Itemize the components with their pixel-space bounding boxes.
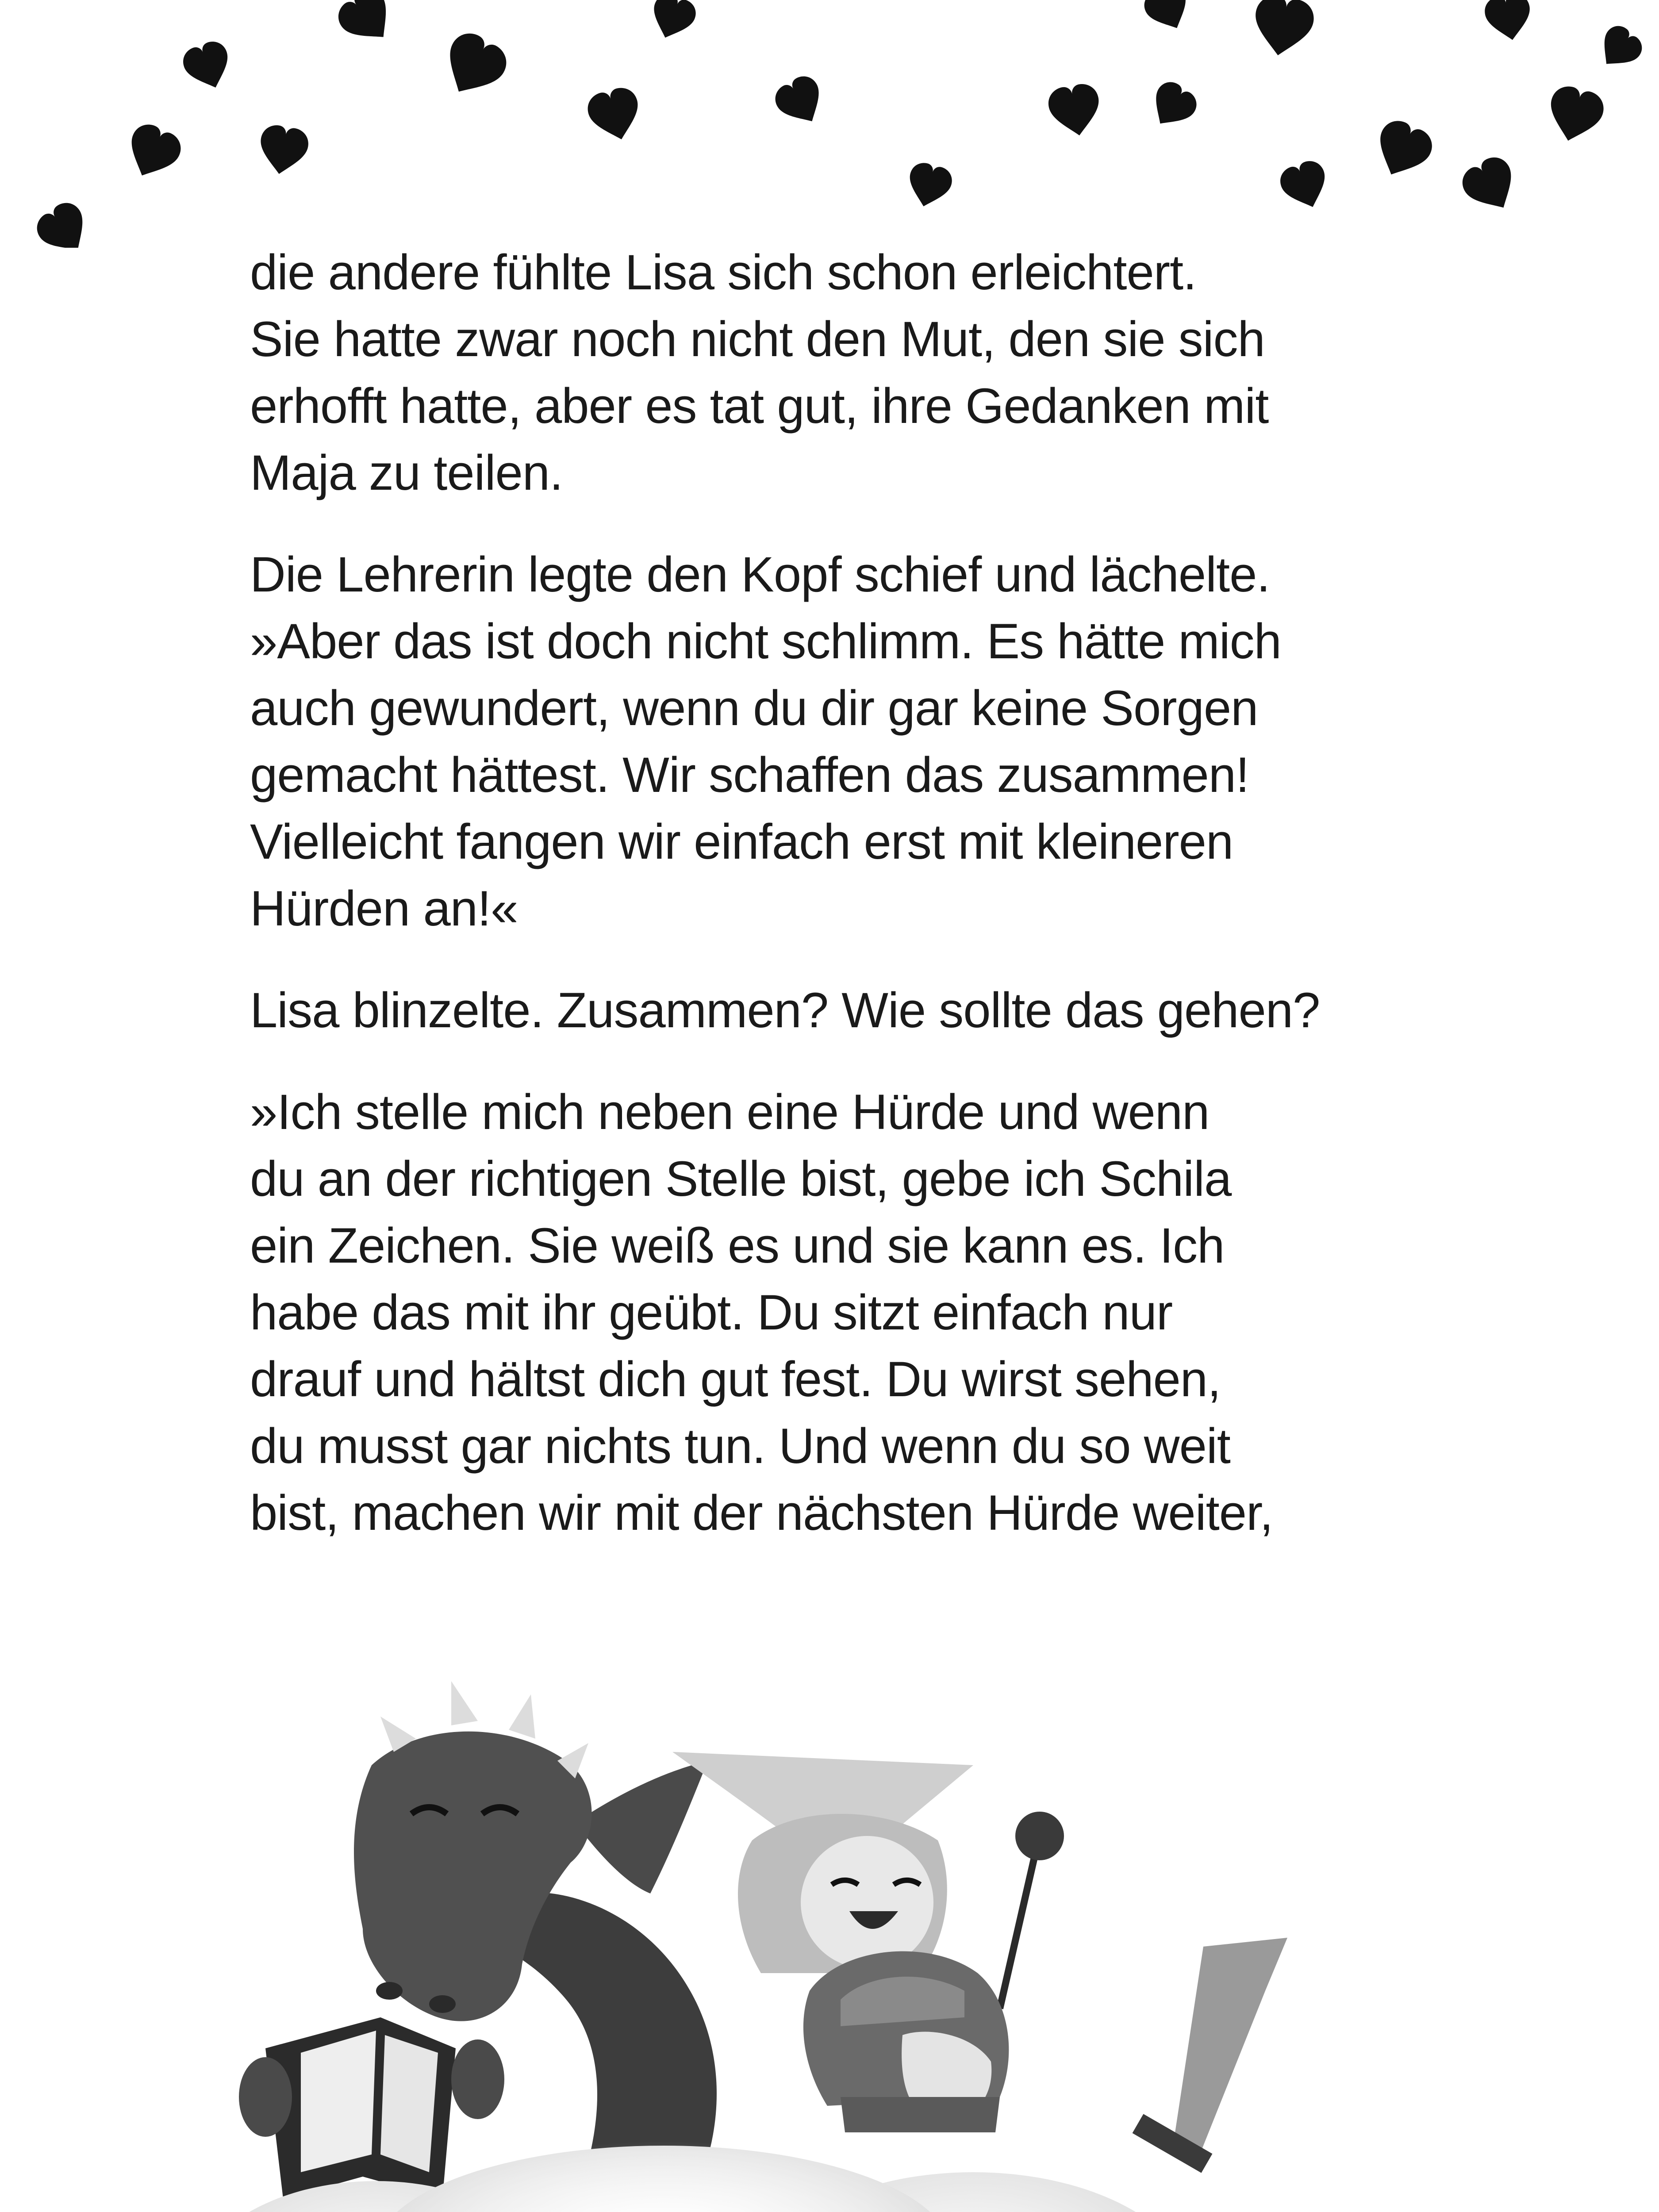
heart-icon xyxy=(1482,0,1535,44)
heart-icon xyxy=(584,84,646,146)
heart-icon xyxy=(1276,157,1334,215)
heart-icon xyxy=(770,71,831,132)
heart-icon xyxy=(1367,115,1437,185)
heart-icon xyxy=(1046,81,1104,140)
heart-icon xyxy=(1543,83,1608,148)
hearts-decoration-top xyxy=(0,0,1659,248)
story-text xyxy=(250,239,1444,1581)
heart-icon xyxy=(1143,77,1202,136)
heart-icon xyxy=(903,160,955,212)
heart-icon xyxy=(1249,0,1317,60)
heart-icon xyxy=(1591,21,1647,77)
heart-icon xyxy=(332,0,403,53)
heart-icon xyxy=(645,0,699,45)
paragraph: die andere fühlte Lisa sich schon erleichtert. Sie hatte zwar noch nicht den Mut, den sie sich erhofft hatte, aber es tat gut, ihre Gedanken mit Maja zu teilen. xyxy=(250,245,1269,500)
paragraph: Lisa blinzelte. Zusammen? Wie sollte das gehen? xyxy=(250,983,1320,1038)
paragraph: »Ich stelle mich neben eine Hürde und wenn du an der richtigen Stelle bist, gebe ich Schila ein Zeichen. Sie weiß es und sie kann es. Ich habe das mit ihr geübt. Du sitzt einfach nur drauf und hältst dich gut fest. Du wirst sehen, du musst gar nichts tun. Und wenn du so weit bist, machen wir mit der nächsten Hürde weiter, xyxy=(250,1084,1273,1540)
heart-icon xyxy=(1140,0,1196,37)
heart-icon xyxy=(255,123,311,178)
heart-icon xyxy=(31,197,97,248)
heart-icon xyxy=(434,27,513,106)
heart-icon xyxy=(119,119,186,186)
illustration-dragon-princess-knight xyxy=(0,1655,1659,2212)
heart-icon xyxy=(179,38,237,96)
heart-icon xyxy=(1456,151,1525,220)
paragraph: Die Lehrerin legte den Kopf schief und lächelte. »Aber das ist doch nicht schlimm. Es hätte mich auch gewundert, wenn du dir gar keine Sorgen gemacht hättest. Wir schaffen das zusammen! Vielleicht fangen wir einfach erst mit kleineren Hürden an!« xyxy=(250,547,1281,936)
